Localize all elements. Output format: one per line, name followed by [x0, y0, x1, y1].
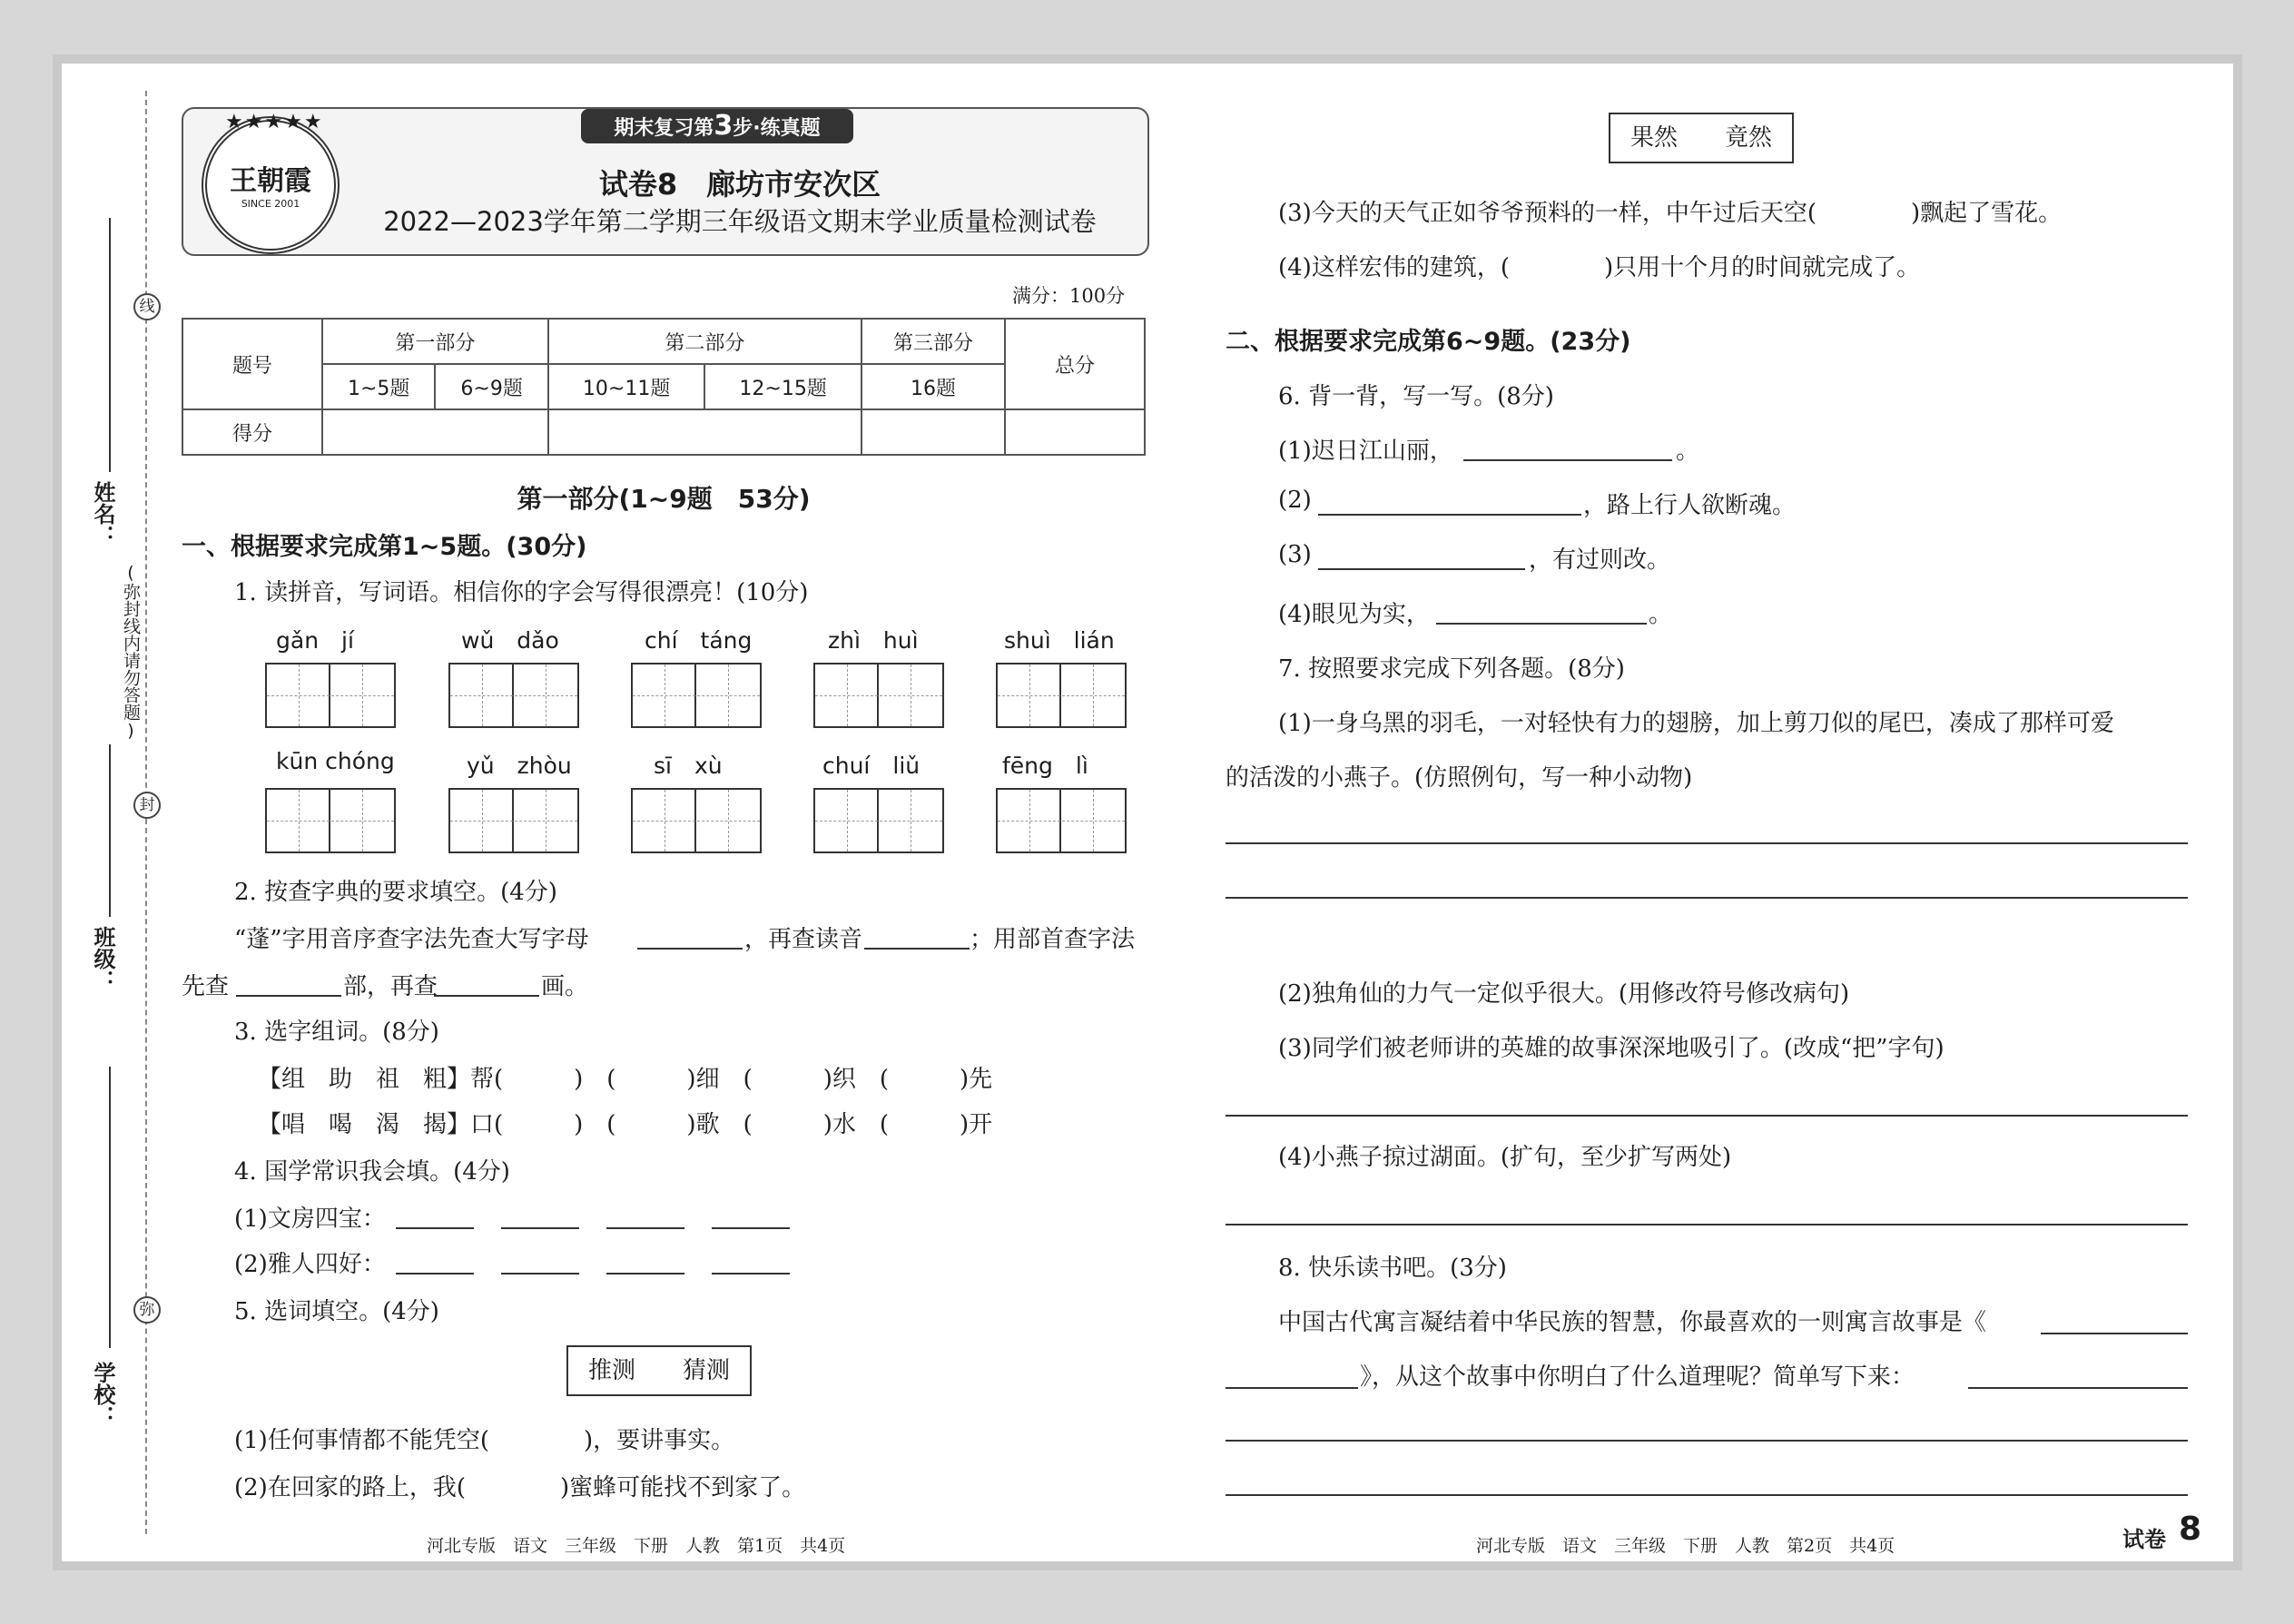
pinyin: wǔ dǎo	[461, 627, 559, 654]
q5-prompt: 5. 选词填空。(4分)	[234, 1298, 439, 1325]
writing-grid[interactable]	[813, 663, 944, 728]
q7-item3: (3)同学们被老师讲的英雄的故事深深地吸引了。(改成“把”字句)	[1278, 1035, 1944, 1062]
q5-item4: (4)这样宏伟的建筑，( )只用十个月的时间就完成了。	[1278, 254, 1921, 281]
q2-blank[interactable]	[637, 948, 743, 950]
q2-text2a: 先查	[182, 973, 230, 1000]
q8-text-a: 中国古代寓言凝结着中华民族的智慧，你最喜欢的一则寓言故事是《	[1278, 1309, 1987, 1336]
left-footer: 河北专版 语文 三年级 下册 人教 第1页 共4页	[427, 1536, 846, 1556]
q7-item4: (4)小燕子掠过湖面。(扩句，至少扩写两处)	[1278, 1144, 1732, 1171]
q6-blank[interactable]	[1436, 623, 1647, 625]
score-table-sub: 1~5题	[322, 364, 435, 409]
pinyin: yǔ zhòu	[467, 753, 572, 779]
paper-number: 8	[2179, 1511, 2202, 1548]
score-table-part2: 第二部分	[548, 319, 861, 364]
q6-blank[interactable]	[1318, 514, 1581, 516]
q2-text2c: 画。	[541, 973, 589, 1000]
score-table-part3: 第三部分	[861, 319, 1005, 364]
pinyin: chí táng	[645, 627, 753, 654]
q6-prompt: 6. 背一背，写一写。(8分)	[1278, 383, 1554, 410]
pinyin: kūn chóng	[276, 748, 395, 774]
score-table	[182, 318, 1146, 456]
pinyin: zhì huì	[828, 627, 919, 654]
pinyin: gǎn jí	[276, 627, 354, 654]
q2-text1b: ，再查读音	[744, 926, 863, 953]
q1-prompt: 1. 读拼音，写词语。相信你的字会写得很漂亮！(10分)	[234, 579, 809, 606]
q2-text2b: 部，再查	[343, 973, 438, 1000]
q8-answer-line[interactable]	[1226, 1494, 2188, 1496]
q2-text1a: “蓬”字用音序查字法先查大写字母	[234, 926, 589, 953]
q7-prompt: 7. 按照要求完成下列各题。(8分)	[1278, 655, 1625, 683]
q7-item2: (2)独角仙的力气一定似乎很大。(用修改符号修改病句)	[1278, 980, 1850, 1008]
score-cell[interactable]	[861, 409, 1005, 455]
q5-item3: (3)今天的天气正如爷爷预料的一样，中午过后天空( )飘起了雪花。	[1278, 200, 2063, 227]
name-label: 姓名：	[90, 481, 115, 546]
q2-prompt: 2. 按查字典的要求填空。(4分)	[234, 879, 557, 906]
q4-blank[interactable]	[712, 1227, 790, 1229]
score-table-sub: 12~15题	[704, 364, 861, 409]
class-label: 班级：	[90, 926, 115, 991]
q8-answer-line[interactable]	[1226, 1440, 2188, 1442]
binding-mark-feng: 封	[133, 792, 161, 819]
score-row-label: 得分	[182, 409, 322, 455]
pinyin: sī xù	[654, 753, 723, 779]
q3-prompt: 3. 选字组词。(8分)	[234, 1019, 439, 1046]
score-table-total: 总分	[1005, 319, 1145, 409]
q6-item3b: ，有过则改。	[1529, 546, 1671, 574]
class-field[interactable]	[109, 744, 111, 917]
q2-text1c: ；用部首查字法	[970, 926, 1136, 953]
q8-blank[interactable]	[2041, 1333, 2188, 1334]
full-score: 满分：100分	[1012, 285, 1126, 307]
q2-blank[interactable]	[236, 995, 341, 997]
q4-blank[interactable]	[712, 1273, 790, 1275]
pinyin: fēng lì	[1002, 753, 1088, 779]
right-footer: 河北专版 语文 三年级 下册 人教 第2页 共4页	[1476, 1536, 1895, 1556]
q2-blank[interactable]	[434, 995, 539, 997]
score-table-head: 题号	[182, 319, 322, 409]
section2-heading: 二、根据要求完成第6~9题。(23分)	[1226, 328, 1631, 356]
q4-blank[interactable]	[606, 1273, 684, 1275]
q6-blank[interactable]	[1463, 459, 1672, 461]
score-table-part1: 第一部分	[322, 319, 548, 364]
writing-grid[interactable]	[265, 788, 396, 853]
writing-grid[interactable]	[996, 663, 1127, 728]
writing-grid[interactable]	[996, 788, 1127, 853]
publisher-logo: 王朝霞 SINCE 2001 ★★★★★	[202, 116, 340, 254]
q3-row2: 【唱 喝 渴 揭】口( ) ( )歌 ( )水 ( )开	[258, 1111, 993, 1138]
section1-heading: 一、根据要求完成第1~5题。(30分)	[182, 533, 587, 561]
q6-item2a: (2)	[1278, 487, 1312, 514]
q8-blank[interactable]	[1968, 1387, 2188, 1389]
score-table-sub: 6~9题	[435, 364, 547, 409]
writing-grid[interactable]	[448, 788, 579, 853]
q8-text-b: 》，从这个故事中你明白了什么道理呢？简单写下来：	[1360, 1363, 1915, 1391]
q4-prompt: 4. 国学常识我会填。(4分)	[234, 1158, 510, 1186]
q7-answer-line[interactable]	[1226, 842, 2188, 844]
pinyin: chuí liǔ	[822, 753, 921, 779]
score-table-sub: 16题	[861, 364, 1005, 409]
q3-row1: 【组 助 祖 粗】帮( ) ( )细 ( )织 ( )先	[258, 1066, 993, 1093]
q6-item4b: 。	[1649, 601, 1673, 628]
writing-grid[interactable]	[265, 663, 396, 728]
q4-blank[interactable]	[501, 1227, 579, 1229]
q4-blank[interactable]	[606, 1227, 684, 1229]
writing-grid[interactable]	[631, 663, 762, 728]
q6-item3a: (3)	[1278, 541, 1312, 568]
q5-item1: (1)任何事情都不能凭空( )，要讲事实。	[234, 1427, 735, 1454]
score-table-sub: 10~11题	[548, 364, 705, 409]
q5-word-box-2: 果然 竟然	[1609, 113, 1794, 163]
q4-item1: (1)文房四宝：	[234, 1206, 386, 1233]
score-cell[interactable]	[322, 409, 548, 455]
q4-blank[interactable]	[396, 1273, 474, 1275]
q4-item2: (2)雅人四好：	[234, 1251, 386, 1278]
q2-blank[interactable]	[864, 948, 970, 950]
q6-item1a: (1)迟日江山丽，	[1278, 438, 1453, 465]
paper-label: 试卷	[2122, 1527, 2166, 1552]
q7-answer-line[interactable]	[1226, 1115, 2188, 1117]
pinyin: shuì lián	[1004, 627, 1115, 654]
score-cell[interactable]	[1005, 409, 1145, 455]
q7-item1-line2: 的活泼的小燕子。(仿照例句，写一种小动物)	[1226, 764, 1693, 792]
exam-title: 试卷8 廊坊市安次区	[598, 167, 881, 202]
writing-grid[interactable]	[813, 788, 944, 853]
school-field[interactable]	[109, 1067, 111, 1348]
q6-item2b: ，路上行人欲断魂。	[1583, 492, 1797, 519]
q6-item1b: 。	[1676, 438, 1700, 465]
school-label: 学校：	[90, 1362, 115, 1427]
binding-mark-mi: 弥	[133, 1296, 161, 1324]
q5-item2: (2)在回家的路上，我( )蜜蜂可能找不到家了。	[234, 1474, 806, 1501]
binding-note: (弥封线内请勿答题)	[121, 563, 141, 741]
q7-item1-line1: (1)一身乌黑的羽毛，一对轻快有力的翅膀，加上剪刀似的尾巴，凑成了那样可爱	[1278, 710, 2114, 737]
exam-subtitle: 2022—2023学年第二学期三年级语文期末学业质量检测试卷	[383, 206, 1097, 237]
name-field[interactable]	[109, 218, 111, 472]
q6-blank[interactable]	[1318, 568, 1525, 570]
q8-prompt: 8. 快乐读书吧。(3分)	[1278, 1255, 1507, 1282]
q8-blank[interactable]	[1226, 1387, 1358, 1389]
writing-grid[interactable]	[448, 663, 579, 728]
q7-answer-line[interactable]	[1226, 1224, 2188, 1225]
score-cell[interactable]	[548, 409, 861, 455]
q5-word-box: 推测 猜测	[566, 1345, 752, 1396]
part1-title: 第一部分(1~9题 53分)	[517, 484, 811, 514]
writing-grid[interactable]	[631, 788, 762, 853]
review-banner: 期末复习第3步·练真题	[581, 109, 853, 143]
q4-blank[interactable]	[501, 1273, 579, 1275]
binding-mark-xian: 线	[133, 293, 161, 320]
q7-answer-line[interactable]	[1226, 897, 2188, 899]
q6-item4a: (4)眼见为实，	[1278, 601, 1430, 628]
q4-blank[interactable]	[396, 1227, 474, 1229]
